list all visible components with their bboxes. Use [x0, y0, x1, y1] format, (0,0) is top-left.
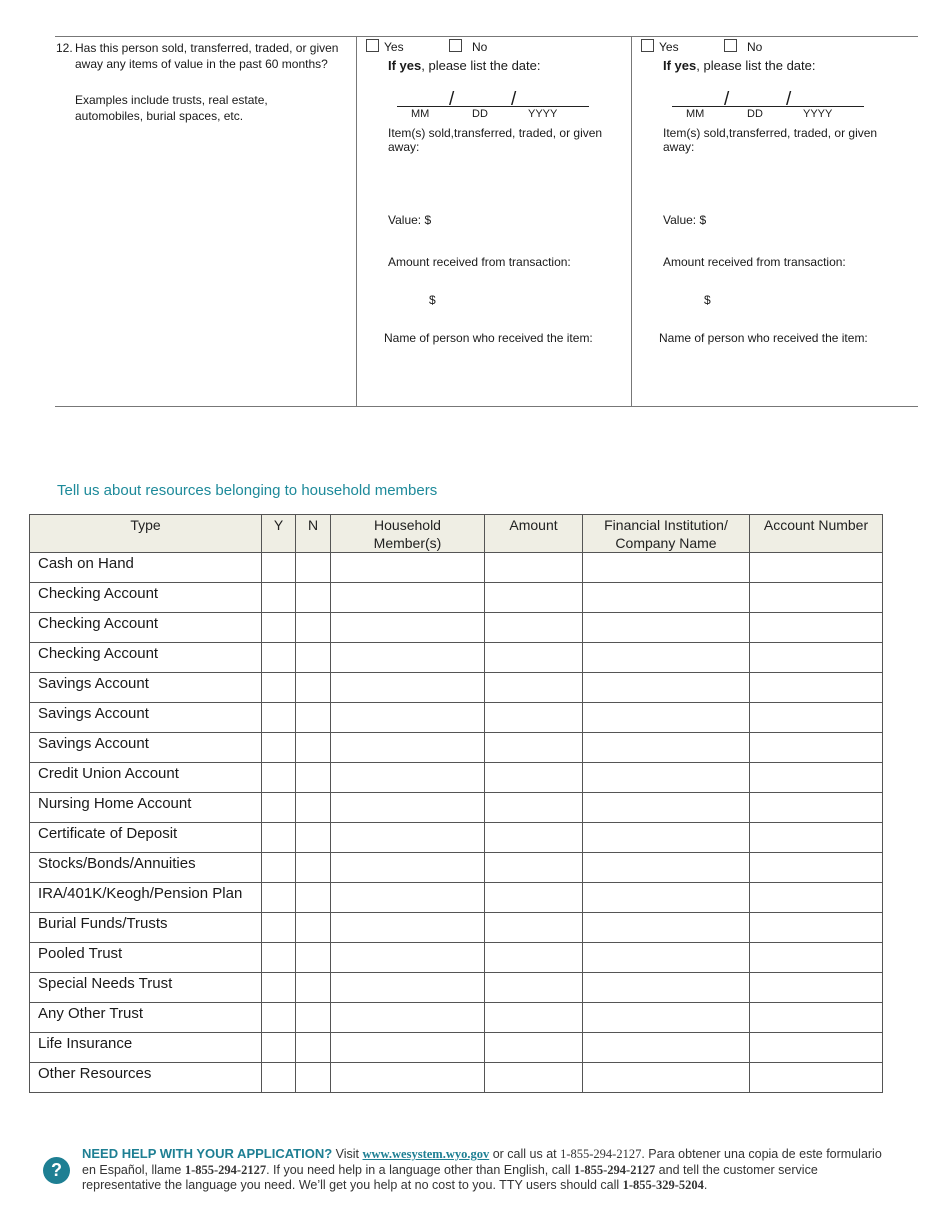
institution-cell[interactable]	[583, 793, 750, 823]
type-cell: Credit Union Account	[30, 763, 262, 793]
no-checkbox[interactable]	[724, 39, 737, 52]
if-yes-instruction	[388, 58, 541, 73]
type-cell: Any Other Trust	[30, 1003, 262, 1033]
yes-cell[interactable]	[262, 853, 296, 883]
type-cell: Checking Account	[30, 643, 262, 673]
date-dd-label: DD	[747, 108, 763, 120]
table-row	[30, 733, 883, 763]
table-row	[30, 553, 883, 583]
yes-cell[interactable]	[262, 883, 296, 913]
date-separator: /	[449, 89, 455, 110]
institution-cell[interactable]	[583, 853, 750, 883]
yes-label: Yes	[659, 40, 679, 54]
institution-cell[interactable]	[583, 673, 750, 703]
yes-cell[interactable]	[262, 733, 296, 763]
phone-number: 1-855-294-2127	[573, 1162, 656, 1177]
household-member-cell[interactable]	[331, 703, 485, 733]
amount-received-label: Amount received from transaction:	[663, 255, 846, 269]
amount-cell[interactable]	[485, 823, 583, 853]
resources-table	[29, 514, 883, 1093]
household-member-cell[interactable]	[331, 643, 485, 673]
yes-cell[interactable]	[262, 793, 296, 823]
no-checkbox[interactable]	[449, 39, 462, 52]
amount-cell[interactable]	[485, 793, 583, 823]
account-number-cell[interactable]	[750, 1003, 883, 1033]
amount-cell[interactable]	[485, 943, 583, 973]
institution-cell[interactable]	[583, 553, 750, 583]
table-row	[30, 1033, 883, 1063]
date-yyyy-label: YYYY	[528, 108, 558, 120]
if-yes-bold: If yes	[388, 58, 422, 73]
yes-cell[interactable]	[262, 1033, 296, 1063]
account-number-cell[interactable]	[750, 763, 883, 793]
date-field[interactable]	[672, 106, 864, 107]
table-row	[30, 1003, 883, 1033]
amount-cell[interactable]	[485, 703, 583, 733]
no-cell[interactable]	[296, 853, 331, 883]
date-yyyy-label: YYYY	[803, 108, 833, 120]
no-cell[interactable]	[296, 973, 331, 1003]
person-column-2	[632, 37, 902, 406]
table-row	[30, 583, 883, 613]
account-number-cell[interactable]	[750, 1033, 883, 1063]
table-row	[30, 643, 883, 673]
no-cell[interactable]	[296, 643, 331, 673]
table-row	[30, 1063, 883, 1093]
table-row	[30, 763, 883, 793]
recipient-name-label: Name of person who received the item:	[384, 331, 593, 345]
household-member-cell[interactable]	[331, 1033, 485, 1063]
no-cell[interactable]	[296, 613, 331, 643]
account-number-cell[interactable]	[750, 553, 883, 583]
table-row	[30, 823, 883, 853]
question-examples: Examples include trusts, real estate, automobiles, burial spaces, etc.	[75, 93, 268, 123]
date-separator: /	[511, 89, 517, 110]
no-cell[interactable]	[296, 673, 331, 703]
institution-cell[interactable]	[583, 1063, 750, 1093]
institution-cell[interactable]	[583, 733, 750, 763]
household-member-cell[interactable]	[331, 553, 485, 583]
household-member-cell[interactable]	[331, 913, 485, 943]
yes-cell[interactable]	[262, 823, 296, 853]
help-spanish: . Para obtener una copia de este formulario en Español, llame	[82, 1147, 882, 1177]
no-cell[interactable]	[296, 733, 331, 763]
amount-cell[interactable]	[485, 973, 583, 1003]
no-cell[interactable]	[296, 1003, 331, 1033]
yes-cell[interactable]	[262, 1063, 296, 1093]
amount-received-label: Amount received from transaction:	[388, 255, 571, 269]
header-institution-line1: Financial Institution/	[604, 517, 728, 533]
header-member-line2: Member(s)	[373, 535, 442, 551]
header-household-member	[331, 515, 485, 553]
yes-cell[interactable]	[262, 943, 296, 973]
value-label: Value: $	[663, 213, 707, 227]
institution-cell[interactable]	[583, 973, 750, 1003]
account-number-cell[interactable]	[750, 613, 883, 643]
no-label: No	[472, 40, 488, 54]
institution-cell[interactable]	[583, 703, 750, 733]
type-cell: Stocks/Bonds/Annuities	[30, 853, 262, 883]
type-cell: Savings Account	[30, 703, 262, 733]
institution-cell[interactable]	[583, 823, 750, 853]
no-cell[interactable]	[296, 703, 331, 733]
help-icon: ?	[43, 1157, 70, 1184]
table-row	[30, 793, 883, 823]
account-number-cell[interactable]	[750, 853, 883, 883]
no-cell[interactable]	[296, 883, 331, 913]
household-member-cell[interactable]	[331, 583, 485, 613]
institution-cell[interactable]	[583, 1033, 750, 1063]
header-type: Type	[30, 515, 262, 553]
institution-cell[interactable]	[583, 883, 750, 913]
type-cell: Burial Funds/Trusts	[30, 913, 262, 943]
household-member-cell[interactable]	[331, 853, 485, 883]
amount-cell[interactable]	[485, 1003, 583, 1033]
amount-cell[interactable]	[485, 613, 583, 643]
table-row	[30, 703, 883, 733]
date-field[interactable]	[397, 106, 589, 107]
question-number: 12.	[56, 41, 73, 55]
no-cell[interactable]	[296, 763, 331, 793]
if-yes-instruction	[663, 58, 816, 73]
website-link[interactable]: www.wesystem.wyo.gov	[362, 1147, 490, 1161]
account-number-cell[interactable]	[750, 883, 883, 913]
yes-cell[interactable]	[262, 613, 296, 643]
header-y: Y	[262, 515, 296, 553]
table-row	[30, 913, 883, 943]
account-number-cell[interactable]	[750, 973, 883, 1003]
type-cell: Checking Account	[30, 613, 262, 643]
institution-cell[interactable]	[583, 913, 750, 943]
table-row	[30, 883, 883, 913]
amount-cell[interactable]	[485, 853, 583, 883]
amount-cell[interactable]	[485, 1063, 583, 1093]
yes-cell[interactable]	[262, 703, 296, 733]
account-number-cell[interactable]	[750, 643, 883, 673]
tty-number: 1-855-329-5204	[622, 1178, 704, 1192]
institution-cell[interactable]	[583, 763, 750, 793]
type-cell: Savings Account	[30, 733, 262, 763]
amount-cell[interactable]	[485, 883, 583, 913]
type-cell: Life Insurance	[30, 1033, 262, 1063]
question-bottom-rule	[55, 406, 918, 407]
no-cell[interactable]	[296, 943, 331, 973]
no-cell[interactable]	[296, 913, 331, 943]
account-number-cell[interactable]	[750, 703, 883, 733]
institution-cell[interactable]	[583, 583, 750, 613]
question-text: Has this person sold, transferred, traded, or given away any items of value in the past 60 months?	[75, 41, 339, 71]
household-member-cell[interactable]	[331, 1063, 485, 1093]
type-cell: Certificate of Deposit	[30, 823, 262, 853]
amount-cell[interactable]	[485, 1033, 583, 1063]
amount-cell[interactable]	[485, 763, 583, 793]
amount-cell[interactable]	[485, 643, 583, 673]
if-yes-rest: , please list the date:	[421, 58, 541, 73]
household-member-cell[interactable]	[331, 733, 485, 763]
amount-cell[interactable]	[485, 583, 583, 613]
household-member-cell[interactable]	[331, 943, 485, 973]
account-number-cell[interactable]	[750, 583, 883, 613]
help-notice	[82, 1146, 894, 1194]
account-number-cell[interactable]	[750, 1063, 883, 1093]
account-number-cell[interactable]	[750, 943, 883, 973]
household-member-cell[interactable]	[331, 823, 485, 853]
help-visit: Visit	[332, 1147, 363, 1161]
amount-cell[interactable]	[485, 673, 583, 703]
phone-number: 1-855-294-2127	[560, 1147, 642, 1161]
yes-cell[interactable]	[262, 1003, 296, 1033]
type-cell: IRA/401K/Keogh/Pension Plan	[30, 883, 262, 913]
yes-cell[interactable]	[262, 913, 296, 943]
type-cell: Savings Account	[30, 673, 262, 703]
yes-cell[interactable]	[262, 973, 296, 1003]
household-member-cell[interactable]	[331, 763, 485, 793]
yes-label: Yes	[384, 40, 404, 54]
person-column-1	[357, 37, 627, 406]
date-mm-label: MM	[411, 108, 430, 120]
yes-cell[interactable]	[262, 583, 296, 613]
yes-cell[interactable]	[262, 643, 296, 673]
type-cell: Cash on Hand	[30, 553, 262, 583]
account-number-cell[interactable]	[750, 913, 883, 943]
institution-cell[interactable]	[583, 643, 750, 673]
dollar-sign: $	[704, 293, 711, 307]
header-n: N	[296, 515, 331, 553]
no-cell[interactable]	[296, 1063, 331, 1093]
yes-cell[interactable]	[262, 673, 296, 703]
header-account-number: Account Number	[750, 515, 883, 553]
yes-checkbox[interactable]	[641, 39, 654, 52]
account-number-cell[interactable]	[750, 793, 883, 823]
if-yes-bold: If yes	[663, 58, 697, 73]
type-cell: Special Needs Trust	[30, 973, 262, 1003]
table-row	[30, 943, 883, 973]
dollar-sign: $	[429, 293, 436, 307]
institution-cell[interactable]	[583, 613, 750, 643]
institution-cell[interactable]	[583, 943, 750, 973]
help-representative: and tell the customer service representative the language you need. We’ll get you help at no cost to you. TTY users should call	[82, 1162, 818, 1192]
header-member-line1: Household	[374, 517, 441, 533]
type-cell: Nursing Home Account	[30, 793, 262, 823]
section-title: Tell us about resources belonging to household members	[57, 482, 438, 499]
yes-cell[interactable]	[262, 763, 296, 793]
amount-cell[interactable]	[485, 553, 583, 583]
household-member-cell[interactable]	[331, 613, 485, 643]
type-cell: Other Resources	[30, 1063, 262, 1093]
household-member-cell[interactable]	[331, 1003, 485, 1033]
table-row	[30, 853, 883, 883]
header-amount: Amount	[485, 515, 583, 553]
yes-cell[interactable]	[262, 553, 296, 583]
phone-number: 1-855-294-2127	[184, 1162, 267, 1177]
account-number-cell[interactable]	[750, 733, 883, 763]
table-row	[30, 973, 883, 1003]
no-label: No	[747, 40, 763, 54]
institution-cell[interactable]	[583, 1003, 750, 1033]
account-number-cell[interactable]	[750, 823, 883, 853]
household-member-cell[interactable]	[331, 673, 485, 703]
amount-cell[interactable]	[485, 913, 583, 943]
help-call-us: or call us at	[489, 1147, 561, 1161]
type-cell: Pooled Trust	[30, 943, 262, 973]
if-yes-rest: , please list the date:	[696, 58, 816, 73]
no-cell[interactable]	[296, 1033, 331, 1063]
no-cell[interactable]	[296, 583, 331, 613]
table-row	[30, 673, 883, 703]
items-label: Item(s) sold,transferred, traded, or given away:	[388, 126, 603, 154]
no-cell[interactable]	[296, 823, 331, 853]
date-separator: /	[724, 89, 730, 110]
recipient-name-label: Name of person who received the item:	[659, 331, 868, 345]
table-header-row	[30, 515, 883, 553]
value-label: Value: $	[388, 213, 432, 227]
date-dd-label: DD	[472, 108, 488, 120]
type-cell: Checking Account	[30, 583, 262, 613]
household-member-cell[interactable]	[331, 793, 485, 823]
date-separator: /	[786, 89, 792, 110]
date-mm-label: MM	[686, 108, 705, 120]
header-financial-institution	[583, 515, 750, 553]
header-institution-line2: Company Name	[615, 535, 717, 551]
help-end: .	[703, 1178, 708, 1192]
account-number-cell[interactable]	[750, 673, 883, 703]
help-other-language: . If you need help in a language other than English, call	[266, 1162, 574, 1177]
items-label: Item(s) sold,transferred, traded, or given away:	[663, 126, 878, 154]
no-cell[interactable]	[296, 553, 331, 583]
household-member-cell[interactable]	[331, 973, 485, 1003]
no-cell[interactable]	[296, 793, 331, 823]
table-row	[30, 613, 883, 643]
yes-checkbox[interactable]	[366, 39, 379, 52]
help-heading: NEED HELP WITH YOUR APPLICATION?	[82, 1146, 333, 1161]
amount-cell[interactable]	[485, 733, 583, 763]
household-member-cell[interactable]	[331, 883, 485, 913]
